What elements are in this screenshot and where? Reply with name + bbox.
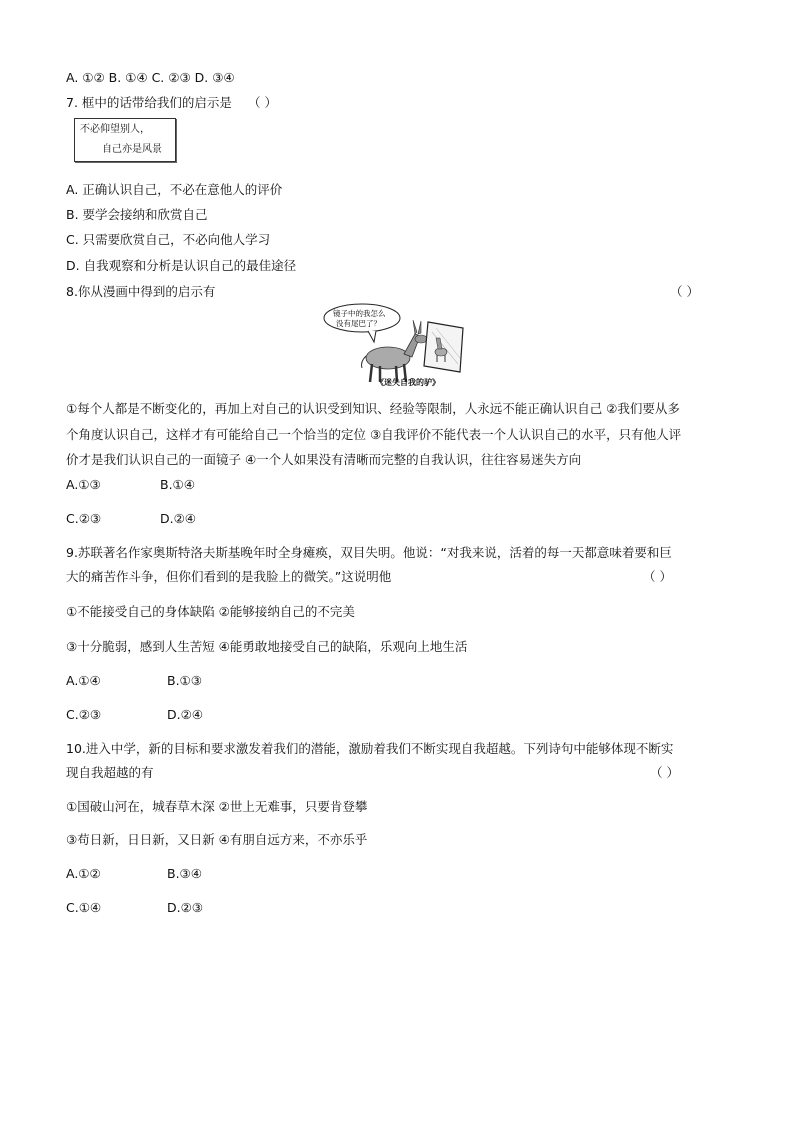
q9-item-line1: ①不能接受自己的身体缺陷 ②能够接纳自己的不完美 [66,604,355,619]
q10-option-d: D.②③ [167,900,204,915]
q8-cartoon-caption: 《迷失自我的驴》 [376,378,440,387]
q8-option-d: D.②④ [160,511,197,526]
q8-statement-line1: ①每个人都是不断变化的，再加上对自己的认识受到知识、经验等限制，人永远不能正确认识自己 ②我们要从多 [66,401,680,416]
q7-option-b: B. 要学会接纳和欣赏自己 [66,207,208,222]
q10-stem-line2: 现自我超越的有 [66,765,154,780]
q8-statement-line2: 个角度认识自己，这样才有可能给自己一个恰当的定位 ③自我评价不能代表一个人认识自己的水平，只有他人评 [66,427,682,442]
q10-option-c: C.①④ [66,900,102,915]
q8-option-a: A.①③ [66,477,101,492]
q9-stem-line1: 9.苏联著名作家奥斯特洛夫斯基晚年时全身瘫痪，双目失明。他说：“对我来说，活着的每一天都意味着要和巨 [66,545,672,560]
q7-option-d: D. 自我观察和分析是认识自己的最佳途径 [66,258,297,273]
q10-option-b: B.③④ [167,866,202,881]
bubble-text-1: 镜子中的我怎么 [333,309,386,318]
q7-option-a: A. 正确认识自己，不必在意他人的评价 [66,182,283,197]
q10-item-line1: ①国破山河在，城春草木深 ②世上无难事，只要肯登攀 [66,799,368,814]
q7-quote-line2: 自己亦是风景 [102,144,162,155]
q9-item-line2: ③十分脆弱，感到人生苦短 ④能勇敢地接受自己的缺陷，乐观向上地生活 [66,639,468,654]
q7-answer-paren: （ ） [248,95,277,110]
q7-stem: 7. 框中的话带给我们的启示是 [66,95,232,110]
q8-statement-line3: 价才是我们认识自己的一面镜子 ④一个人如果没有清晰而完整的自我认识，往往容易迷失方向 [66,452,582,467]
q6-options: A. ①② B. ①④ C. ②③ D. ③④ [66,70,235,85]
q9-answer-paren: （ ） [643,569,672,584]
q7-quote-box [74,118,176,162]
q8-answer-paren: （ ） [670,284,699,299]
q9-option-c: C.②③ [66,707,102,722]
q9-option-b: B.①③ [167,673,202,688]
q10-item-line2: ③苟日新，日日新，又日新 ④有朋自远方来，不亦乐乎 [66,832,368,847]
q10-option-a: A.①② [66,866,101,881]
q7-option-c: C. 只需要欣赏自己，不必向他人学习 [66,232,271,247]
q10-answer-paren: （ ） [650,765,679,780]
bubble-text-2: 没有尾巴了？ [336,319,381,328]
q8-option-c: C.②③ [66,511,102,526]
q9-stem-line2: 大的痛苦作斗争，但你们看到的是我脸上的微笑。”这说明他 [66,569,392,584]
q8-option-b: B.①④ [160,477,195,492]
q9-option-d: D.②④ [167,707,204,722]
q7-quote-line1: 不必仰望别人， [80,124,150,135]
q9-option-a: A.①④ [66,673,101,688]
q8-stem: 8.你从漫画中得到的启示有 [66,284,216,299]
q10-stem-line1: 10.进入中学，新的目标和要求激发着我们的潜能，激励着我们不断实现自我超越。下列诗句中能够体现不断实 [66,741,674,756]
